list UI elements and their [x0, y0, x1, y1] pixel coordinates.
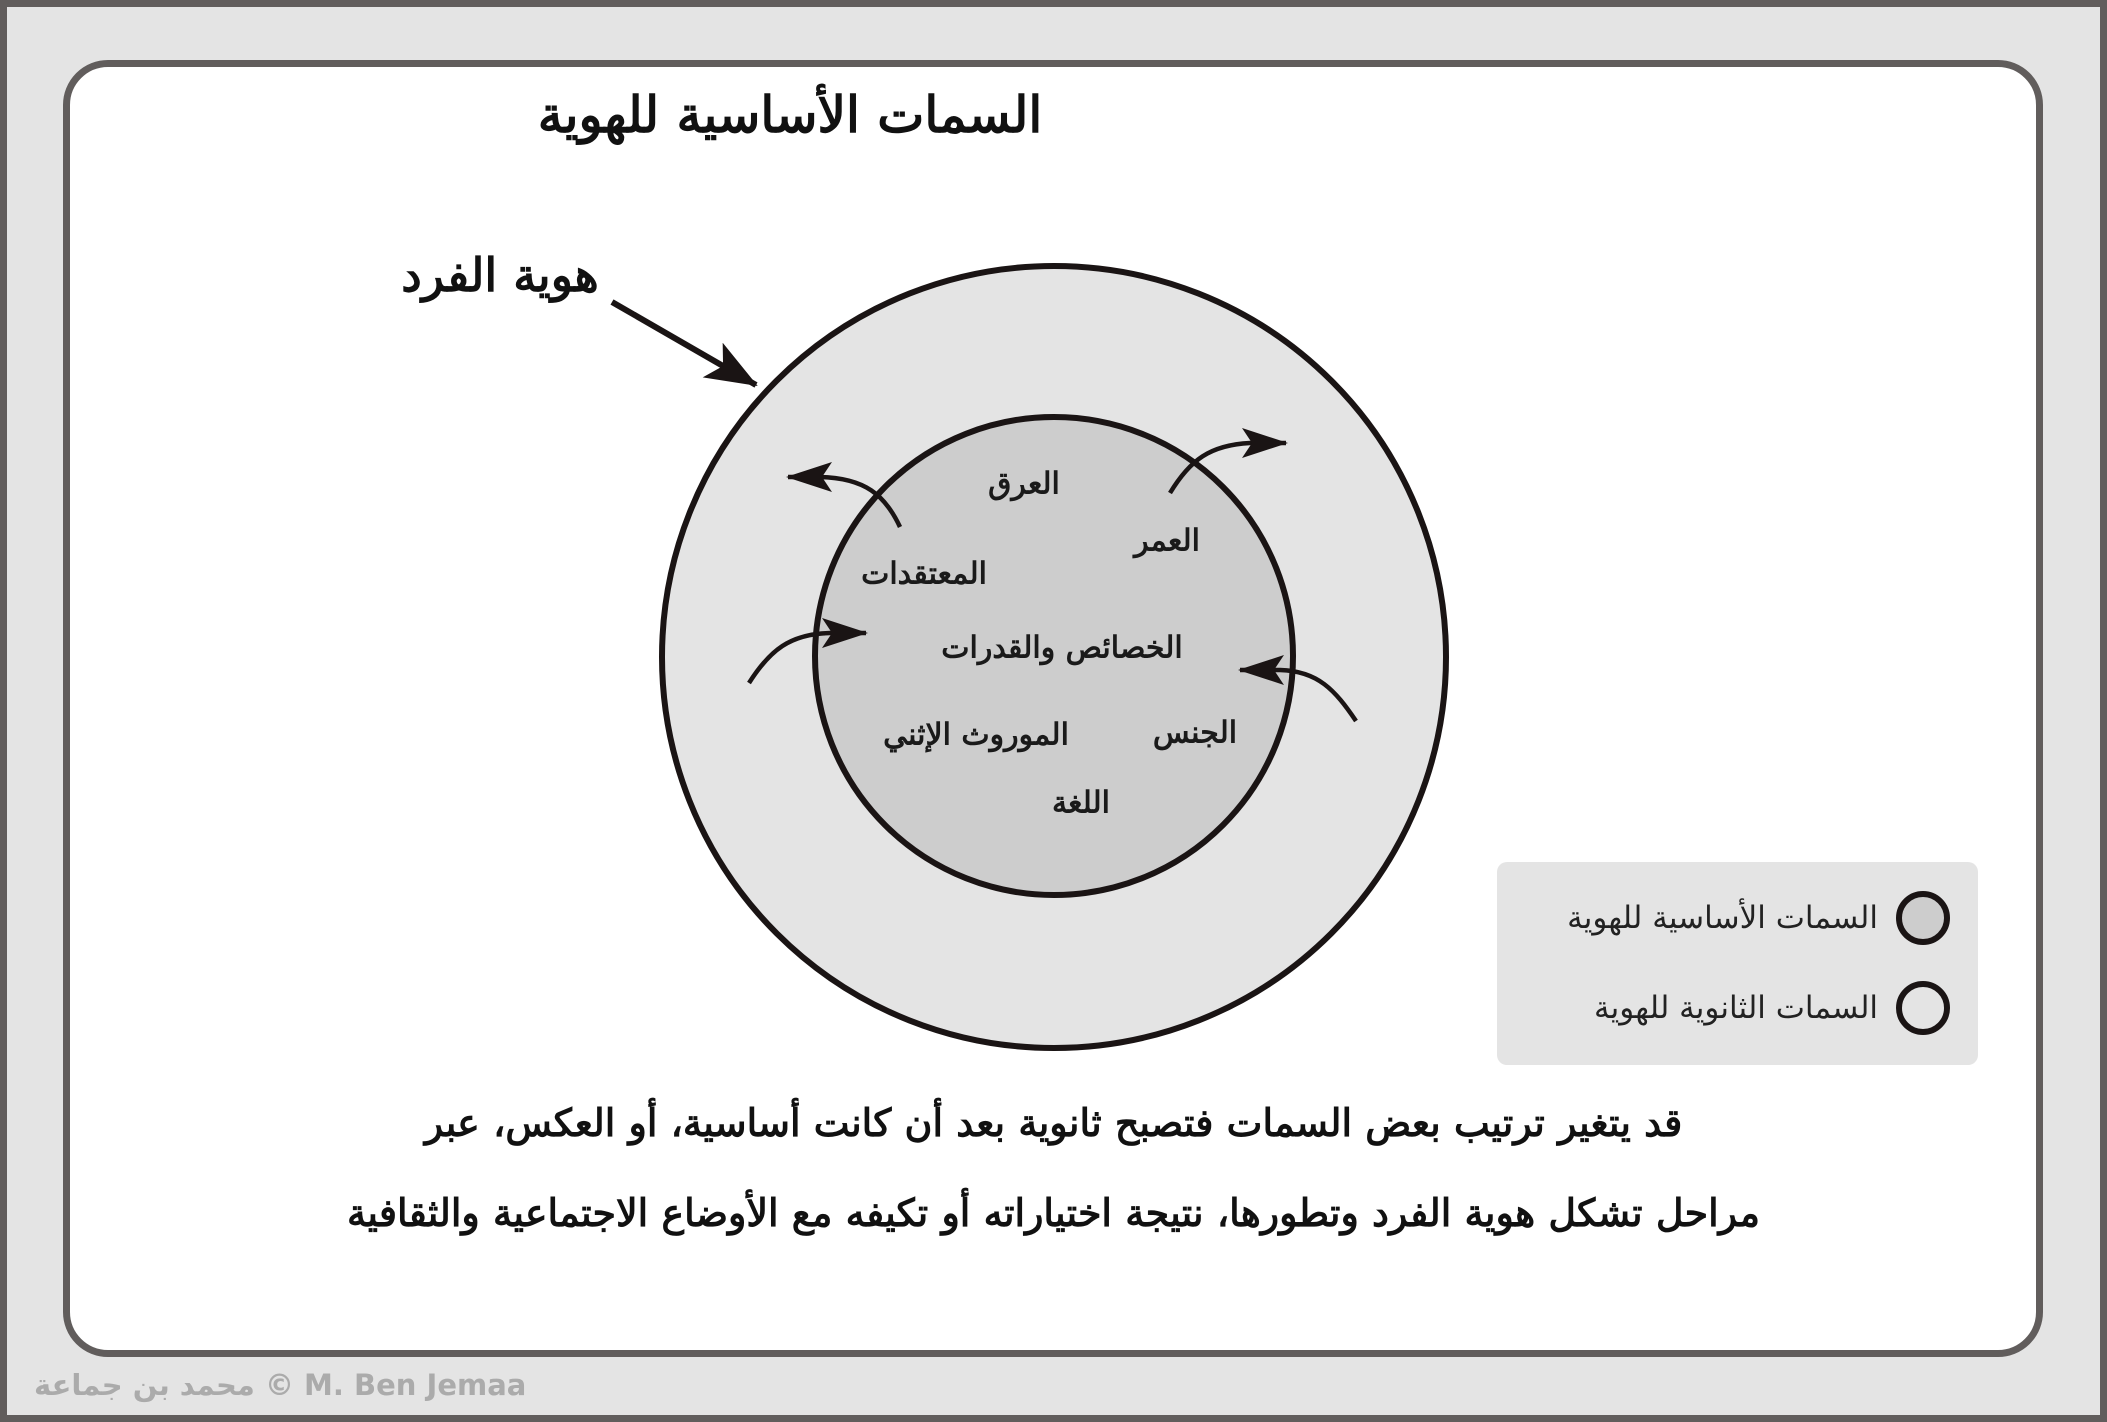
- identity-pointer-arrow-icon: [612, 302, 756, 385]
- trait-language: اللغة: [1052, 785, 1110, 821]
- trait-characteristics-abilities: الخصائص والقدرات: [941, 630, 1183, 666]
- legend-swatch-core-icon: [1896, 891, 1950, 945]
- legend-label-core: السمات الأساسية للهوية: [1567, 900, 1878, 936]
- legend-item-secondary: [1594, 973, 1950, 1043]
- trait-ethnic-heritage: الموروث الإثني: [883, 717, 1069, 753]
- individual-identity-label: هوية الفرد: [401, 248, 599, 302]
- trait-beliefs: المعتقدات: [861, 556, 987, 592]
- copyright-watermark: محمد بن جماعة © M. Ben Jemaa: [34, 1368, 527, 1402]
- caption-line-2: مراحل تشكل هوية الفرد وتطورها، نتيجة اختياراته أو تكيفه مع الأوضاع الاجتماعية والثقافية: [346, 1190, 1760, 1235]
- caption-line-1: قد يتغير ترتيب بعض السمات فتصبح ثانوية بعد أن كانت أساسية، أو العكس، عبر: [424, 1100, 1683, 1145]
- legend-label-secondary: السمات الثانوية للهوية: [1594, 990, 1878, 1026]
- trait-age: العمر: [1134, 523, 1200, 559]
- legend-item-core: [1567, 883, 1950, 953]
- legend-swatch-secondary-icon: [1896, 981, 1950, 1035]
- trait-race: العرق: [988, 466, 1060, 502]
- legend: [1497, 862, 1978, 1065]
- diagram-title: السمات الأساسية للهوية: [537, 85, 1043, 144]
- trait-gender: الجنس: [1152, 715, 1238, 751]
